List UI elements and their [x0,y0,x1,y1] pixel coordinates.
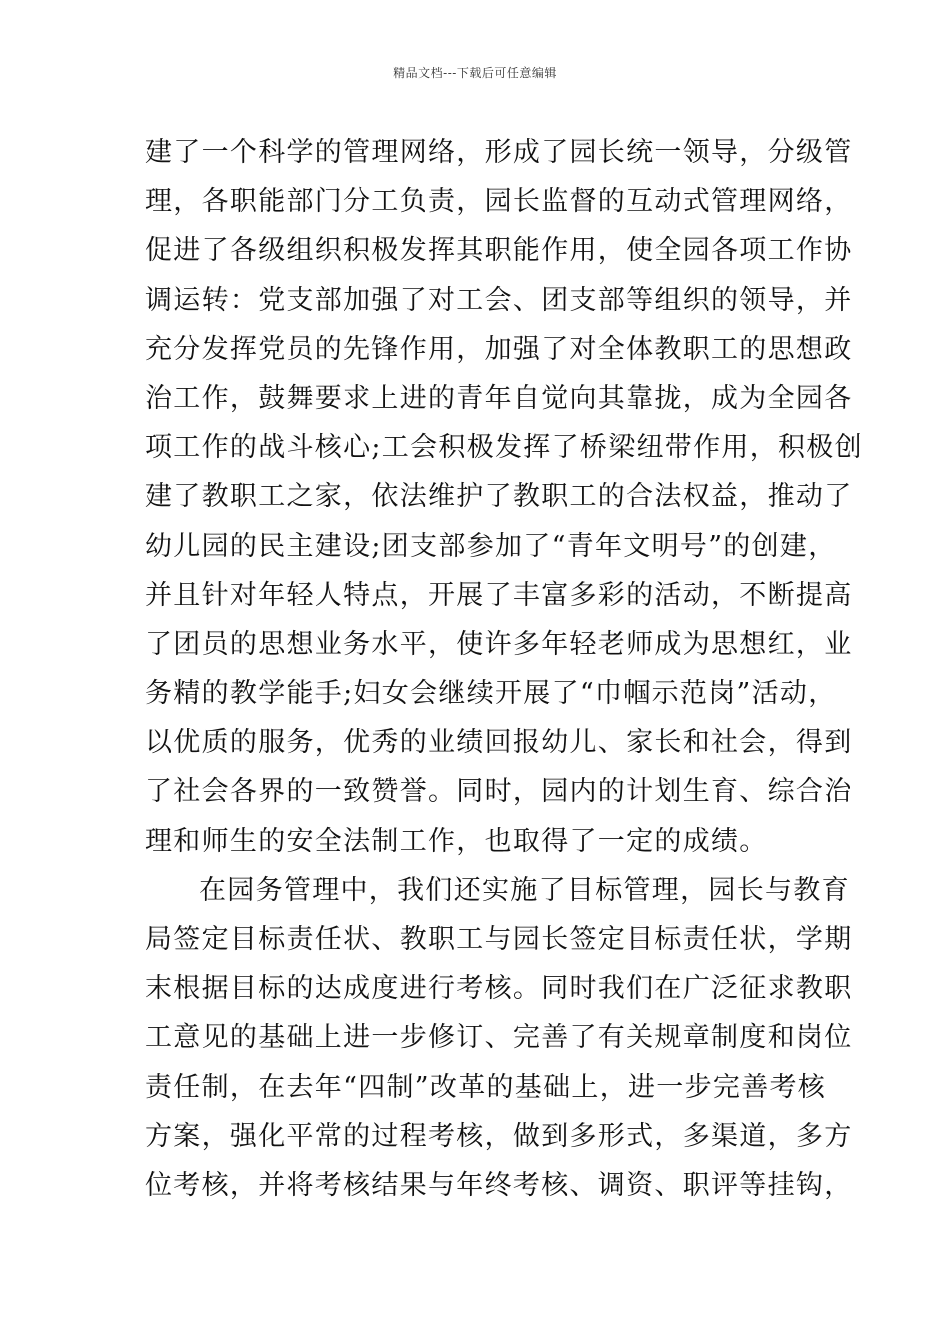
text-line: 理，各职能部门分工负责，园长监督的互动式管理网络， [145,186,853,218]
text-line: 调运转：党支部加强了对工会、团支部等组织的领导，并 [145,284,853,316]
text-line: 充分发挥党员的先锋作用，加强了对全体教职工的思想政 [145,333,853,365]
text-line: 并且针对年轻人特点，开展了丰富多彩的活动，不断提高 [145,579,853,611]
text-line: 促进了各级组织积极发挥其职能作用，使全园各项工作协 [145,235,853,267]
text-line: 责任制，在去年“四制”改革的基础上，进一步完善考核 [145,1071,827,1103]
text-line: 建了一个科学的管理网络，形成了园长统一领导，分级管 [145,137,853,168]
text-line: 工意见的基础上进一步修订、完善了有关规章制度和岗位 [145,1022,853,1054]
text-line: 了团员的思想业务水平，使许多年轻老师成为思想红，业 [145,628,853,660]
paragraph-start-line: 在园务管理中，我们还实施了目标管理，园长与教育 [199,874,850,906]
text-line: 以优质的服务，优秀的业绩回报幼儿、家长和社会，得到 [145,727,853,759]
text-line: 治工作，鼓舞要求上进的青年自觉向其靠拢，成为全园各 [145,382,853,414]
text-line: 末根据目标的达成度进行考核。同时我们在广泛征求教职 [145,973,853,1005]
text-line: 项工作的战斗核心;工会积极发挥了桥梁纽带作用，积极创 [145,432,863,464]
page-header: 精品文档---下载后可任意编辑 [393,66,557,80]
text-line: 方案，强化平常的过程考核，做到多形式，多渠道，多方 [145,1120,853,1152]
text-line: 建了教职工之家，依法维护了教职工的合法权益，推动了 [145,481,853,513]
text-line: 了社会各界的一致赞誉。同时，园内的计划生育、综合治 [145,776,853,808]
text-line: 幼儿园的民主建设;团支部参加了“青年文明号”的创建， [145,530,837,562]
text-line: 位考核，并将考核结果与年终考核、调资、职评等挂钩， [145,1169,853,1201]
text-line: 理和师生的安全法制工作，也取得了一定的成绩。 [145,825,768,857]
text-line: 务精的教学能手;妇女会继续开展了“巾帼示范岗”活动， [145,678,837,710]
text-line: 局签定目标责任状、教职工与园长签定目标责任状，学期 [145,924,853,955]
body-text [145,128,863,1210]
